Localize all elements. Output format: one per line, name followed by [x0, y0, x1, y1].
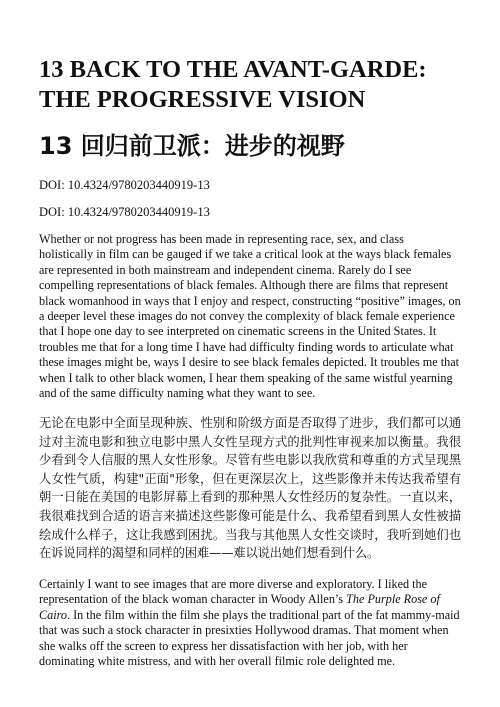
- paragraph-text: . In the film within the film she plays the traditional part of the fat mammy-maid that was such a stock character in presixties Hollywood dramas. That moment when she walks off the screen to express her dissatisfaction with her job, with her dominating white mistress, and with her overall filmic role delighted me.: [39, 607, 460, 669]
- body-paragraph-chinese: 无论在电影中全面呈现种族、性别和阶级方面是否取得了进步，我们都可以通过对主流电影和独立电影中黑人女性呈现方式的批判性审视来加以衡量。我很少看到令人信服的黑人女性形象。尽管有些电影以我欣赏和尊重的方式呈现黑人女性气质，构建"正面"形象，但在更深层次上，这些影像并未传达我希望有朝一日能在美国的电影屏幕上看到的那种黑人女性经历的复杂性。一直以来，我很难找到合适的语言来描述这些影像可能是什么、我希望看到黑人女性被描绘成什么样子，这让我感到困扰。当我与其他黑人女性交谈时，我听到她们也在诉说同样的渴望和同样的困难——难以说出她们想看到什么。: [39, 416, 461, 561]
- doi-line: DOI: 10.4324/9780203440919-13: [39, 178, 210, 192]
- film-title: The Purple Rose of Cairo: [39, 592, 440, 622]
- doi-line: DOI: 10.4324/9780203440919-13: [39, 205, 210, 219]
- chapter-title-chinese: 13 回归前卫派：进步的视野: [39, 132, 345, 160]
- paragraph-text: Certainly I want to see images that are more diverse and exploratory. I liked the representation of the black woman character in Woody Allen’s: [39, 577, 428, 607]
- body-paragraph-english: [39, 577, 461, 669]
- body-paragraph-english: Whether or not progress has been made in representing race, sex, and class holistically in film can be gauged if we take a critical look at the ways black females are represented in both mainstream and independent cinema. Rarely do I see compelling representations of black females. Although there are films that represent black womanhood in ways that I enjoy and respect, constructing “positive” images, on a deeper level these images do not convey the complexity of black female experience that I hope one day to see interpreted on cinematic screens in the United States. It troubles me that for a long time I have had difficulty finding words to articulate what these images might be, ways I desire to see black females depicted. It troubles me that when I talk to other black women, I hear them speaking of the same wistful yearning and of the same difficulty naming what they want to see.: [39, 232, 461, 401]
- chapter-title-english: 13 BACK TO THE AVANT-GARDE: THE PROGRESSIVE VISION: [39, 56, 427, 113]
